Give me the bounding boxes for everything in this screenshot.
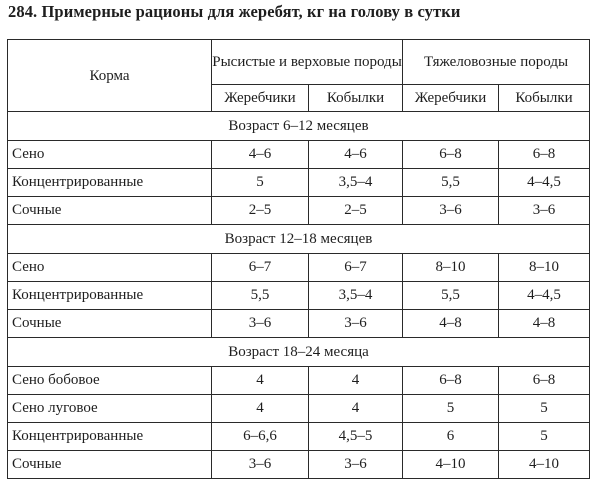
- ration-value: 6–8: [403, 141, 499, 169]
- trotter-riding-header: Рысистые и верховые породы: [212, 40, 403, 85]
- table-row: [8, 395, 590, 423]
- feed-name: Сено бобовое: [8, 367, 212, 395]
- ration-value: 2–5: [212, 197, 309, 225]
- sub-header-fillies: Кобылки: [499, 85, 590, 112]
- ration-value: 5,5: [403, 282, 499, 310]
- table-row: [8, 367, 590, 395]
- age-section-row: [8, 112, 590, 141]
- ration-value: 4–4,5: [499, 169, 590, 197]
- table-body: [8, 112, 590, 479]
- feed-name: Концентрированные: [8, 169, 212, 197]
- table-row: [8, 423, 590, 451]
- ration-value: 8–10: [499, 254, 590, 282]
- ration-value: 3–6: [499, 197, 590, 225]
- age-section-row: [8, 338, 590, 367]
- ration-value: 6: [403, 423, 499, 451]
- ration-value: 5,5: [212, 282, 309, 310]
- ration-value: 5: [403, 395, 499, 423]
- ration-value: 5: [212, 169, 309, 197]
- age-section-row: [8, 225, 590, 254]
- ration-value: 4: [212, 367, 309, 395]
- feed-name: Концентрированные: [8, 282, 212, 310]
- sub-header-fillies: Кобылки: [309, 85, 403, 112]
- ration-value: 6–6,6: [212, 423, 309, 451]
- feed-name: Сочные: [8, 310, 212, 338]
- feed-name: Сено: [8, 141, 212, 169]
- ration-value: 3,5–4: [309, 169, 403, 197]
- ration-value: 6–7: [212, 254, 309, 282]
- ration-value: 5: [499, 395, 590, 423]
- table-row: [8, 451, 590, 479]
- ration-value: 3,5–4: [309, 282, 403, 310]
- feed-name: Сочные: [8, 451, 212, 479]
- ration-value: 4–10: [403, 451, 499, 479]
- ration-value: 4–4,5: [499, 282, 590, 310]
- table-row: [8, 197, 590, 225]
- table-row: [8, 310, 590, 338]
- ration-value: 6–7: [309, 254, 403, 282]
- ration-value: 4: [309, 395, 403, 423]
- ration-value: 3–6: [403, 197, 499, 225]
- ration-value: 6–8: [499, 367, 590, 395]
- ration-value: 6–8: [499, 141, 590, 169]
- ration-value: 5: [499, 423, 590, 451]
- feed-name: Сено: [8, 254, 212, 282]
- ration-table: [7, 39, 590, 479]
- heavy-draft-header: Тяжеловозные породы: [403, 40, 590, 85]
- ration-value: 4–8: [499, 310, 590, 338]
- feed-header: Корма: [8, 40, 212, 112]
- sub-header-colts: Жеребчики: [403, 85, 499, 112]
- table-title: 284. Примерные рационы для жеребят, кг на голову в сутки: [8, 2, 461, 21]
- table-row: [8, 282, 590, 310]
- feed-name: Сено луговое: [8, 395, 212, 423]
- age-section-label: Возраст 6–12 месяцев: [8, 112, 590, 141]
- feed-name: Сочные: [8, 197, 212, 225]
- ration-value: 4–8: [403, 310, 499, 338]
- ration-value: 6–8: [403, 367, 499, 395]
- age-section-label: Возраст 12–18 месяцев: [8, 225, 590, 254]
- table-row: [8, 254, 590, 282]
- table-row: [8, 141, 590, 169]
- ration-value: 3–6: [212, 310, 309, 338]
- ration-value: 4: [212, 395, 309, 423]
- age-section-label: Возраст 18–24 месяца: [8, 338, 590, 367]
- ration-value: 4: [309, 367, 403, 395]
- ration-value: 2–5: [309, 197, 403, 225]
- ration-value: 4–10: [499, 451, 590, 479]
- sub-header-colts: Жеребчики: [212, 85, 309, 112]
- ration-value: 4–6: [309, 141, 403, 169]
- ration-value: 3–6: [309, 310, 403, 338]
- ration-value: 3–6: [212, 451, 309, 479]
- ration-value: 4–6: [212, 141, 309, 169]
- ration-value: 4,5–5: [309, 423, 403, 451]
- table-row: [8, 169, 590, 197]
- ration-value: 3–6: [309, 451, 403, 479]
- ration-value: 8–10: [403, 254, 499, 282]
- feed-name: Концентрированные: [8, 423, 212, 451]
- ration-value: 5,5: [403, 169, 499, 197]
